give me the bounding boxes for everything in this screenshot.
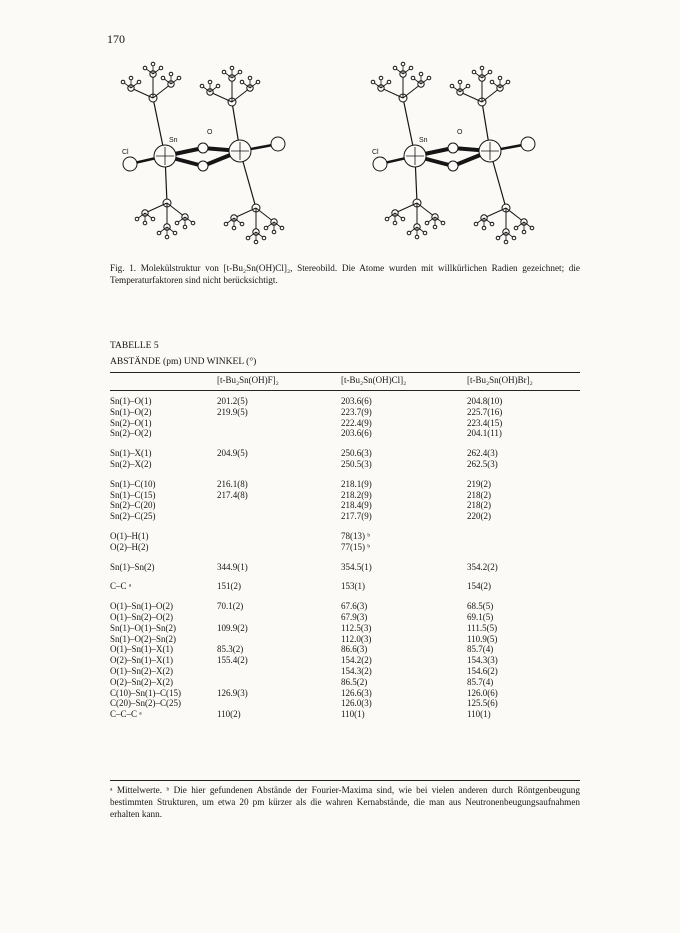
table-cell: 154.3(2) [341, 665, 372, 676]
table-row [110, 634, 580, 645]
hydrogen-atom [488, 70, 492, 74]
row-label: Sn(1)–O(1)–Sn(2) [110, 622, 176, 633]
hydrogen-atom [474, 222, 478, 226]
hydrogen-atom [441, 221, 445, 225]
table-cell: 126.9(3) [217, 687, 248, 698]
hydrogen-atom [371, 80, 375, 84]
hydrogen-atom [450, 84, 454, 88]
hydrogen-atom [248, 76, 252, 80]
table-cell: 220(2) [467, 511, 491, 522]
hydrogen-atom [280, 226, 284, 230]
hydrogen-atom [407, 231, 411, 235]
table-cell: 110(1) [341, 709, 365, 720]
hydrogen-atom [264, 226, 268, 230]
hydrogen-atom [409, 66, 413, 70]
oxygen-atom [448, 143, 458, 153]
chlorine-atom [123, 157, 137, 171]
table-row [110, 688, 580, 699]
hydrogen-atom [385, 217, 389, 221]
row-label: O(1)–Sn(1)–O(2) [110, 601, 173, 612]
hydrogen-atom [387, 80, 391, 84]
hydrogen-atom [262, 236, 266, 240]
tin-label: Sn [419, 137, 428, 144]
table-cell: 68.5(5) [467, 601, 494, 612]
table-cell: 153(1) [341, 581, 365, 592]
table-cell: 217.7(9) [341, 511, 372, 522]
hydrogen-atom [169, 72, 173, 76]
table-subtitle: ABSTÄNDE (pm) UND WINKEL (°) [110, 357, 257, 367]
table-cell: 203.6(6) [341, 428, 372, 439]
row-label: Sn(2)–O(1) [110, 417, 152, 428]
table-cell: 223.7(9) [341, 406, 372, 417]
table-cell: 223.4(15) [467, 417, 503, 428]
stereo-molecule-figure [100, 58, 575, 253]
row-label: O(2)–Sn(1)–X(1) [110, 655, 173, 666]
table-cell: 154.6(2) [467, 665, 498, 676]
hydrogen-atom [272, 230, 276, 234]
table-cell: 85.7(4) [467, 676, 494, 687]
table-row [110, 479, 580, 490]
hydrogen-atom [173, 231, 177, 235]
hydrogen-atom [161, 76, 165, 80]
table-cell: 109.9(2) [217, 622, 248, 633]
table-row [110, 500, 580, 511]
table-cell: 77(15) ᵇ [341, 541, 371, 552]
table-row [110, 407, 580, 418]
oxygen-atom [198, 143, 208, 153]
table-cell: 85.3(2) [217, 644, 244, 655]
hydrogen-atom [379, 76, 383, 80]
table-row [110, 459, 580, 470]
tin-label: Sn [169, 137, 178, 144]
hydrogen-atom [159, 66, 163, 70]
page-number: 170 [107, 32, 125, 46]
row-label: O(1)–Sn(1)–X(1) [110, 644, 173, 655]
table-cell: 78(13) ᵇ [341, 530, 371, 541]
table-row [110, 490, 580, 501]
hydrogen-atom [175, 221, 179, 225]
hydrogen-atom [246, 236, 250, 240]
hydrogen-atom [238, 70, 242, 74]
table-top-rule [110, 372, 580, 373]
chlorine-label: Cl [372, 149, 379, 156]
hydrogen-atom [466, 84, 470, 88]
table-cell: 218.4(9) [341, 500, 372, 511]
oxygen-atom [198, 161, 208, 171]
table-cell: 155.4(2) [217, 655, 248, 666]
hydrogen-atom [208, 80, 212, 84]
row-label: Sn(1)–O(2)–Sn(2) [110, 633, 176, 644]
table-row [110, 698, 580, 709]
table-cell: 250.5(3) [341, 458, 372, 469]
hydrogen-atom [530, 226, 534, 230]
hydrogen-atom [401, 62, 405, 66]
row-label: O(1)–H(1) [110, 530, 149, 541]
row-label: O(1)–Sn(2)–O(2) [110, 611, 173, 622]
table-cell: 125.5(6) [467, 698, 498, 709]
row-label: Sn(1)–C(15) [110, 489, 156, 500]
hydrogen-atom [472, 70, 476, 74]
hydrogen-atom [480, 66, 484, 70]
table-cell: 250.6(3) [341, 448, 372, 459]
table-cell: 218.2(9) [341, 489, 372, 500]
table-row [110, 581, 580, 592]
table-cell: 203.6(6) [341, 396, 372, 406]
row-label: C–C ᵃ [110, 581, 132, 592]
row-label: Sn(2)–C(20) [110, 500, 156, 511]
table-cell: 225.7(16) [467, 406, 503, 417]
hydrogen-atom [490, 80, 494, 84]
oxygen-label: O [207, 129, 213, 136]
hydrogen-atom [129, 76, 133, 80]
row-label: C(20)–Sn(2)–C(25) [110, 698, 181, 709]
table-cell: 85.7(4) [467, 644, 494, 655]
hydrogen-atom [482, 226, 486, 230]
table-row [110, 666, 580, 677]
table-cell: 67.9(3) [341, 611, 368, 622]
hydrogen-atom [411, 76, 415, 80]
oxygen-label: O [457, 129, 463, 136]
table-cell: 70.1(2) [217, 601, 244, 612]
molecule-stereo-image [100, 58, 575, 253]
table-title: TABELLE 5 [110, 341, 159, 351]
oxygen-atom [448, 161, 458, 171]
hydrogen-atom [143, 66, 147, 70]
hydrogen-atom [427, 76, 431, 80]
hydrogen-atom [216, 84, 220, 88]
row-label: Sn(2)–X(2) [110, 458, 152, 469]
table-cell: 204.9(5) [217, 448, 248, 459]
table-cell: 216.1(8) [217, 478, 248, 489]
chlorine-atom [373, 157, 387, 171]
hydrogen-atom [240, 222, 244, 226]
table-cell: 222.4(9) [341, 417, 372, 428]
row-label: Sn(1)–C(10) [110, 478, 156, 489]
table-cell: 218(2) [467, 500, 491, 511]
row-label: Sn(2)–O(2) [110, 428, 152, 439]
row-label: Sn(2)–C(25) [110, 511, 156, 522]
table-footnote: ᵃ Mittelwerte. ᵇ Die hier gefundenen Abstände der Fourier-Maxima sind, wie bei vielen anderen durch Röntgenbeugung bestimmten Strukturen, um etwa 20 pm kürzer als die wahren Kernabstände, die man aus Neutronenbeugungsaufnahmen erhalten kann. [110, 785, 580, 819]
hydrogen-atom [512, 236, 516, 240]
hydrogen-atom [506, 80, 510, 84]
hydrogen-atom [433, 225, 437, 229]
hydrogen-atom [143, 221, 147, 225]
row-label: Sn(1)–O(2) [110, 406, 152, 417]
hydrogen-atom [415, 235, 419, 239]
row-label: Sn(1)–Sn(2) [110, 561, 155, 572]
hydrogen-atom [222, 70, 226, 74]
table-row [110, 709, 580, 720]
hydrogen-atom [393, 221, 397, 225]
hydrogen-atom [496, 236, 500, 240]
hydrogen-atom [183, 225, 187, 229]
hydrogen-atom [498, 76, 502, 80]
hydrogen-atom [504, 240, 508, 244]
table-row [110, 511, 580, 522]
table-cell: 126.0(6) [467, 687, 498, 698]
hydrogen-atom [425, 221, 429, 225]
table-cell: 110(2) [217, 709, 241, 720]
hydrogen-atom [200, 84, 204, 88]
table-row [110, 428, 580, 439]
table-row [110, 677, 580, 688]
table-cell: 218.1(9) [341, 478, 372, 489]
table-cell: 112.0(3) [341, 633, 372, 644]
table-cell: 219(2) [467, 478, 491, 489]
chlorine-atom [271, 137, 285, 151]
column-header-cl: [t-Bu₂Sn(OH)Cl]₂ [341, 375, 407, 385]
table-cell: 219.9(5) [217, 406, 248, 417]
row-label: Sn(1)–X(1) [110, 448, 152, 459]
chlorine-atom [521, 137, 535, 151]
chlorine-label: Cl [122, 149, 129, 156]
table-cell: 67.6(3) [341, 601, 368, 612]
table-cell: 111.5(5) [467, 622, 498, 633]
table-row [110, 644, 580, 655]
table-row [110, 623, 580, 634]
hydrogen-atom [393, 66, 397, 70]
table-cell: 354.5(1) [341, 561, 372, 572]
hydrogen-atom [121, 80, 125, 84]
hydrogen-atom [254, 240, 258, 244]
table-row [110, 531, 580, 542]
table-cell: 69.1(5) [467, 611, 494, 622]
table-row [110, 601, 580, 612]
table-cell: 126.6(3) [341, 687, 372, 698]
hydrogen-atom [522, 230, 526, 234]
table-row [110, 612, 580, 623]
column-header-f: [t-Bu₂Sn(OH)F]₂ [217, 375, 279, 385]
hydrogen-atom [514, 226, 518, 230]
hydrogen-atom [423, 231, 427, 235]
table-cell: 217.4(8) [217, 489, 248, 500]
table-row [110, 448, 580, 459]
table-cell: 110(1) [467, 709, 491, 720]
hydrogen-atom [240, 80, 244, 84]
table-row [110, 655, 580, 666]
hydrogen-atom [165, 235, 169, 239]
hydrogen-atom [401, 217, 405, 221]
table-row [110, 418, 580, 429]
table-row [110, 396, 580, 407]
table-row [110, 562, 580, 573]
column-header-br: [t-Bu₂Sn(OH)Br]₂ [467, 375, 533, 385]
row-label: O(2)–H(2) [110, 541, 149, 552]
table-cell: 262.4(3) [467, 448, 498, 459]
hydrogen-atom [191, 221, 195, 225]
hydrogen-atom [177, 76, 181, 80]
row-label: C–C–C ᵃ [110, 709, 142, 720]
hydrogen-atom [224, 222, 228, 226]
table-row [110, 542, 580, 553]
hydrogen-atom [151, 217, 155, 221]
table-cell: 110.9(5) [467, 633, 498, 644]
row-label: O(2)–Sn(2)–X(2) [110, 676, 173, 687]
hydrogen-atom [458, 80, 462, 84]
row-label: Sn(1)–O(1) [110, 396, 152, 406]
table-cell: 354.2(2) [467, 561, 498, 572]
table-cell: 86.6(3) [341, 644, 368, 655]
row-label: O(1)–Sn(2)–X(2) [110, 665, 173, 676]
table-cell: 86.5(2) [341, 676, 368, 687]
table-cell: 262.5(3) [467, 458, 498, 469]
table-cell: 204.8(10) [467, 396, 503, 406]
table-cell: 154.2(2) [341, 655, 372, 666]
row-label: C(10)–Sn(1)–C(15) [110, 687, 181, 698]
table-body [110, 396, 580, 720]
table-cell: 204.1(11) [467, 428, 502, 439]
hydrogen-atom [151, 62, 155, 66]
hydrogen-atom [230, 66, 234, 70]
table-cell: 344.9(1) [217, 561, 248, 572]
hydrogen-atom [157, 231, 161, 235]
hydrogen-atom [256, 80, 260, 84]
table-cell: 218(2) [467, 489, 491, 500]
figure-caption: Fig. 1. Molekülstruktur von [t-Bu₂Sn(OH)Cl]₂, Stereobild. Die Atome wurden mit willkürlichen Radien gezeichnet; die Temperaturfaktoren sind nicht berücksichtigt. [110, 263, 580, 285]
hydrogen-atom [490, 222, 494, 226]
table-bottom-rule [110, 780, 580, 781]
hydrogen-atom [232, 226, 236, 230]
table-cell: 154.3(3) [467, 655, 498, 666]
hydrogen-atom [137, 80, 141, 84]
table-cell: 201.2(5) [217, 396, 248, 406]
hydrogen-atom [135, 217, 139, 221]
table-cell: 126.0(3) [341, 698, 372, 709]
table-cell: 112.5(3) [341, 622, 372, 633]
table-cell: 151(2) [217, 581, 241, 592]
table-header-rule [110, 390, 580, 391]
hydrogen-atom [419, 72, 423, 76]
table-cell: 154(2) [467, 581, 491, 592]
